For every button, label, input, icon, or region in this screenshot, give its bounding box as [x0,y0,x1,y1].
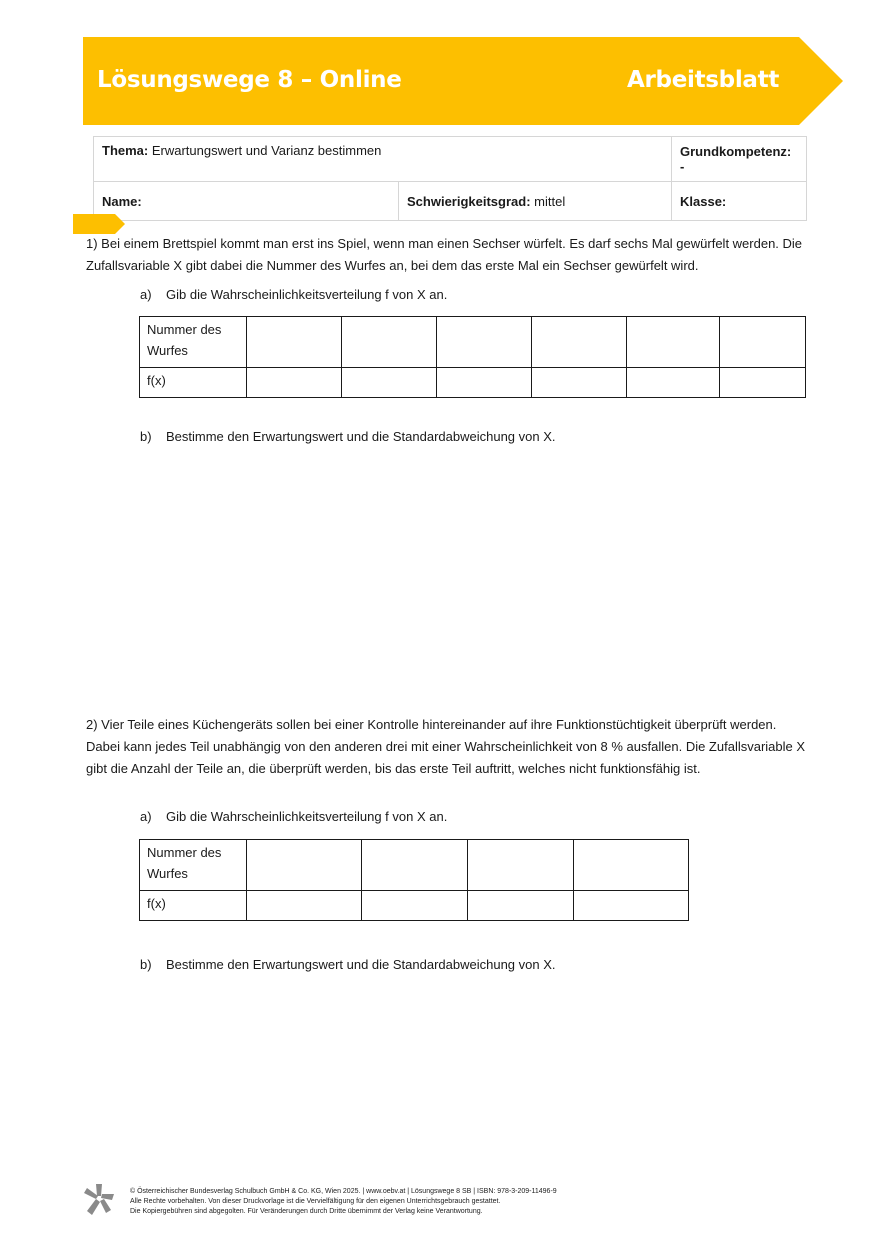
task1-b [140,426,556,448]
footer-copyright [130,1187,557,1217]
table-cell[interactable] [247,840,362,891]
table-row-header: f(x) [140,891,247,921]
task1-b-text: Bestimme den Erwartungswert und die Standardabweichung von X. [166,429,556,444]
table-cell[interactable] [532,368,627,398]
difficulty-cell [399,182,672,221]
table-cell[interactable] [532,317,627,368]
table-cell[interactable] [362,840,468,891]
header-banner [83,37,843,125]
task1-distribution-table [139,316,806,398]
task2-b [140,954,556,976]
task2-b-label: b) [140,957,152,972]
table-cell[interactable] [574,891,689,921]
table-cell[interactable] [627,368,720,398]
task2-distribution-table [139,839,689,921]
table-cell[interactable] [437,368,532,398]
header-title: Lösungswege 8 – Online [97,67,402,93]
task2-a [140,806,447,828]
task1-a-text: Gib die Wahrscheinlichkeitsverteilung f von X an. [166,287,448,302]
class-cell[interactable] [672,182,807,221]
name-label: Name: [102,193,142,209]
table-cell[interactable] [574,840,689,891]
task1-a [140,284,447,306]
section-marker-arrow [73,214,127,234]
table-cell[interactable] [247,891,362,921]
task2-b-text: Bestimme den Erwartungswert und die Standardabweichung von X. [166,957,556,972]
task2-text: 2) Vier Teile eines Küchengeräts sollen bei einer Kontrolle hintereinander auf ihre Funktionstüchtigkeit überprüft werden. Dabei kann jedes Teil unabhängig von den anderen drei mit einer Wahrscheinlichkeit von 8 % ausfallen. Die Zufallsvariable X gibt die Anzahl der Teile an, die überprüft werden, bis das erste Teil auftritt, welches nicht funktionsfähig ist. [86,717,806,776]
task2-a-label: a) [140,809,152,824]
table-cell[interactable] [627,317,720,368]
table-cell[interactable] [342,317,437,368]
task2-a-text: Gib die Wahrscheinlichkeitsverteilung f von X an. [166,809,448,824]
class-label: Klasse: [680,193,727,209]
name-cell[interactable] [94,182,399,221]
difficulty-label: Schwierigkeitsgrad: [407,193,531,209]
footer-line-2: Alle Rechte vorbehalten. Von dieser Druckvorlage ist die Vervielfältigung für den eigenen Unterrichtsgebrauch gestattet. [130,1198,501,1205]
publisher-logo-icon [84,1184,114,1216]
table-cell[interactable] [362,891,468,921]
table-row-header: Nummer des Wurfes [140,317,247,368]
difficulty-value: mittel [534,193,566,209]
table-row-header: Nummer des Wurfes [140,840,247,891]
footer-line-3: Die Kopiergebühren sind abgegolten. Für Veränderungen durch Dritte übernimmt der Verlag keine Verantwortung. [130,1208,483,1215]
task1-a-label: a) [140,287,152,302]
header-doc-type: Arbeitsblatt [627,67,780,93]
table-cell[interactable] [342,368,437,398]
table-cell[interactable] [720,317,806,368]
competence-value: - [680,159,685,174]
table-cell[interactable] [247,368,342,398]
table-row-header: f(x) [140,368,247,398]
competence-label: Grundkompetenz: [680,144,792,159]
topic-label: Thema: [102,143,149,158]
info-table [93,136,807,221]
footer-line-1: © Österreichischer Bundesverlag Schulbuch GmbH & Co. KG, Wien 2025. | www.oebv.at | Lösungswege 8 SB | ISBN: 978-3-209-11496-9 [130,1188,557,1195]
topic-cell [94,137,672,182]
table-cell[interactable] [247,317,342,368]
table-cell[interactable] [468,891,574,921]
topic-value: Erwartungswert und Varianz bestimmen [151,143,382,158]
task1-b-label: b) [140,429,152,444]
table-cell[interactable] [720,368,806,398]
competence-cell [672,137,807,182]
table-cell[interactable] [437,317,532,368]
task1-text: 1) Bei einem Brettspiel kommt man erst ins Spiel, wenn man einen Sechser würfelt. Es darf sechs Mal gewürfelt werden. Die Zufallsvariable X gibt dabei die Nummer des Wurfes an, bei dem das erste Mal ein Sechser gewürfelt wird. [86,236,803,273]
table-cell[interactable] [468,840,574,891]
